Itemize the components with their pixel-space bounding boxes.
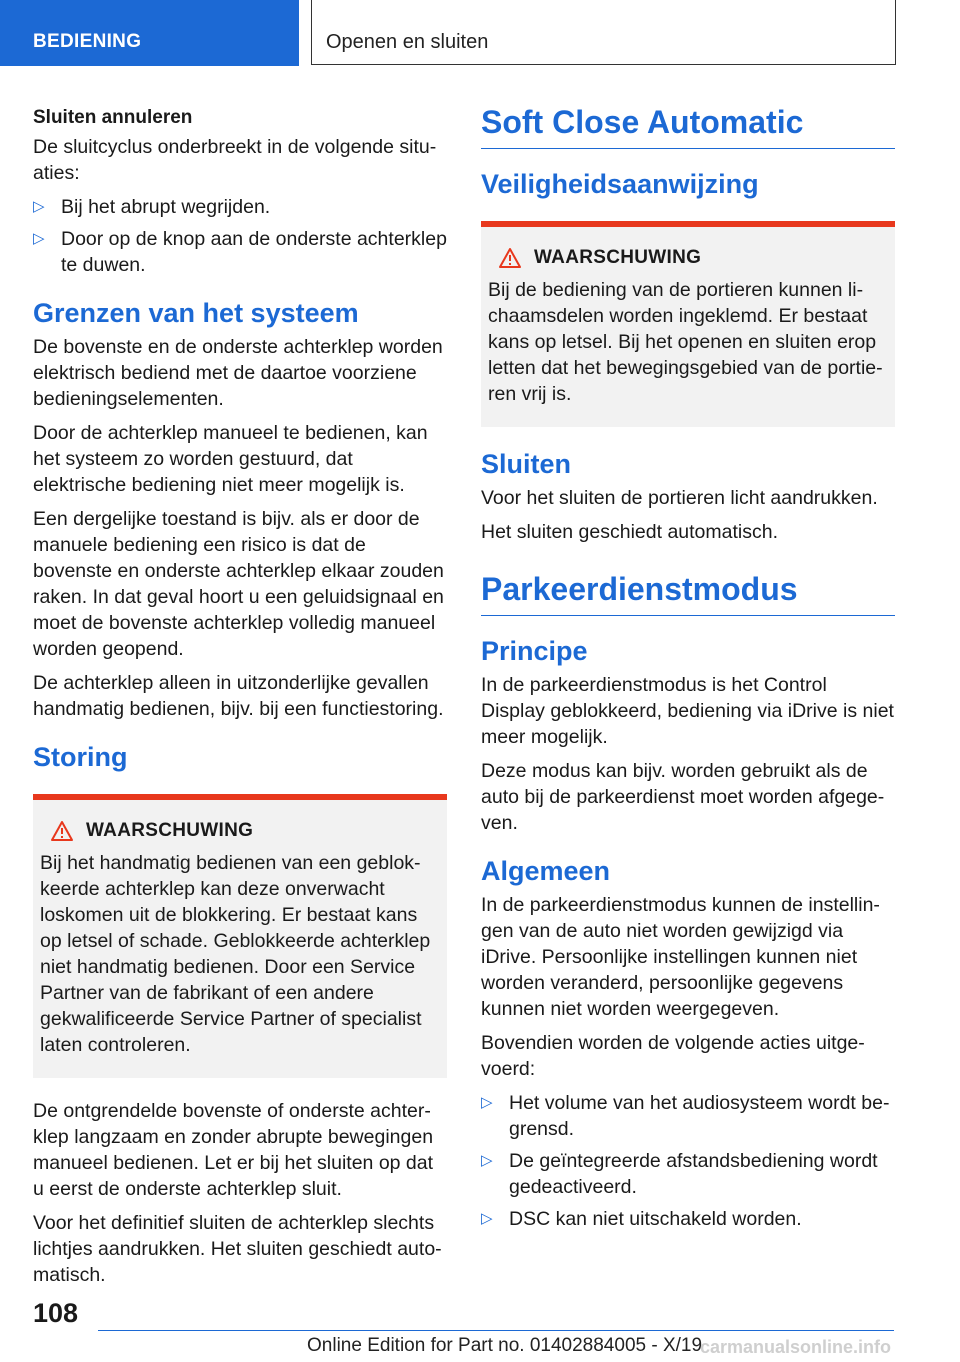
- heading-soft-close: Soft Close Automatic: [481, 100, 895, 149]
- heading-veiligheid: Veiligheidsaanwijzing: [481, 169, 759, 199]
- triangle-bullet-icon: ▷: [481, 1210, 493, 1227]
- right-column: [481, 100, 895, 1240]
- warning-triangle-icon: [50, 820, 74, 842]
- list-item: ▷ Door op de knop aan de onderste achterklep te duwen.: [33, 228, 447, 276]
- page-number: 108: [33, 1298, 79, 1328]
- heading-sluiten-annuleren: Sluiten annuleren: [33, 107, 193, 128]
- paragraph: De bovenste en de onderste achterklep worden elektrisch bediend met de daartoe voorziene bedieningselementen.: [33, 336, 443, 410]
- edition-text: Online Edition for Part no. 01402884005 - X/19: [307, 1335, 703, 1356]
- watermark: carmanualsonline.info: [700, 1337, 892, 1357]
- paragraph: De ontgrendelde bovenste of onderste achterklep langzaam en zonder abrupte bewegingen manueel bedienen. Let er bij het sluiten op dat u eerst de onderste achterklep sluit.: [33, 1100, 434, 1200]
- triangle-bullet-icon: ▷: [481, 1094, 493, 1111]
- paragraph: De sluitcyclus onderbreekt in de volgende situaties:: [33, 136, 437, 184]
- warning-box: [33, 794, 447, 1078]
- warning-text: Bij de bediening van de portieren kunnen lichaamsdelen worden ingeklemd. Er bestaat kans op letsel. Bij het openen en sluiten erop letten dat het bewegingsgebied van de portieren vrij is.: [488, 279, 883, 405]
- bullet-list: [33, 194, 447, 278]
- warning-text: Bij het handmatig bedienen van een geblokkeerde achterklep kan deze onverwacht loskomen uit de blokkering. Er bestaat kans op letsel of schade. Geblokkeerde achterklep niet handmatig bedienen. Door een Service Partner van de fabrikant of een andere gekwalificeerde Service Partner of specialist laten controleren.: [40, 852, 431, 1056]
- list-item: ▷ DSC kan niet uitschakeld worden.: [481, 1208, 802, 1230]
- footer-divider: [98, 1330, 894, 1331]
- paragraph: In de parkeerdienstmodus kunnen de instellingen van de auto niet worden gewijzigd via iDrive. Persoonlijke instellingen kunnen niet worden veranderd, persoonlijke gegevens kunnen niet worden weergegeven.: [481, 894, 880, 1020]
- triangle-bullet-icon: ▷: [33, 198, 45, 215]
- list-item: ▷ De geïntegreerde afstandsbediening wordt gedeactiveerd.: [481, 1150, 878, 1198]
- warning-title: WAARSCHUWING: [534, 247, 702, 268]
- heading-algemeen: Algemeen: [481, 856, 611, 886]
- paragraph: In de parkeerdienstmodus is het Control Display geblokkeerd, bediening via iDrive is niet meer mogelijk.: [481, 674, 894, 748]
- paragraph: Een dergelijke toestand is bijv. als er door de manuele bediening een risico is dat de bovenste en onderste achterklep elkaar zouden raken. In dat geval hoort u een geluidsignaal en moet de bovenste achterklep volledig manueel worden geopend.: [33, 508, 444, 660]
- warning-box: [481, 221, 895, 427]
- paragraph: De achterklep alleen in uitzonderlijke gevallen handmatig bedienen, bijv. bij een functiestoring.: [33, 672, 444, 720]
- heading-storing: Storing: [33, 742, 128, 772]
- warning-title: WAARSCHUWING: [86, 820, 254, 841]
- header-chapter-box: [311, 0, 896, 65]
- heading-parkeerdienstmodus: Parkeerdienstmodus: [481, 567, 895, 616]
- paragraph: Bovendien worden de volgende acties uitgevoerd:: [481, 1032, 865, 1080]
- paragraph: Voor het sluiten de portieren licht aandrukken.: [481, 487, 878, 509]
- left-column: [33, 100, 447, 1296]
- list-item: ▷ Het volume van het audiosysteem wordt begrensd.: [481, 1092, 890, 1140]
- paragraph: Voor het definitief sluiten de achterklep slechts lichtjes aandrukken. Het sluiten geschiedt automatisch.: [33, 1212, 442, 1286]
- warning-triangle-icon: [498, 247, 522, 269]
- heading-grenzen: Grenzen van het systeem: [33, 298, 359, 328]
- list-item: ▷ Bij het abrupt wegrijden.: [33, 196, 271, 218]
- triangle-bullet-icon: ▷: [481, 1152, 493, 1169]
- bullet-list: [481, 1090, 895, 1232]
- heading-principe: Principe: [481, 636, 588, 666]
- paragraph: Het sluiten geschiedt automatisch.: [481, 521, 778, 543]
- heading-sluiten: Sluiten: [481, 449, 572, 479]
- header-section-label: BEDIENING: [33, 31, 142, 52]
- header-chapter-label: Openen en sluiten: [326, 31, 489, 53]
- header-section-tab: [0, 0, 299, 66]
- triangle-bullet-icon: ▷: [33, 230, 45, 247]
- paragraph: Door de achterklep manueel te bedienen, kan het systeem zo worden gestuurd, dat elektrische bediening niet meer mogelijk is.: [33, 422, 428, 496]
- paragraph: Deze modus kan bijv. worden gebruikt als de auto bij de parkeerdienst moet worden afgegeven.: [481, 760, 885, 834]
